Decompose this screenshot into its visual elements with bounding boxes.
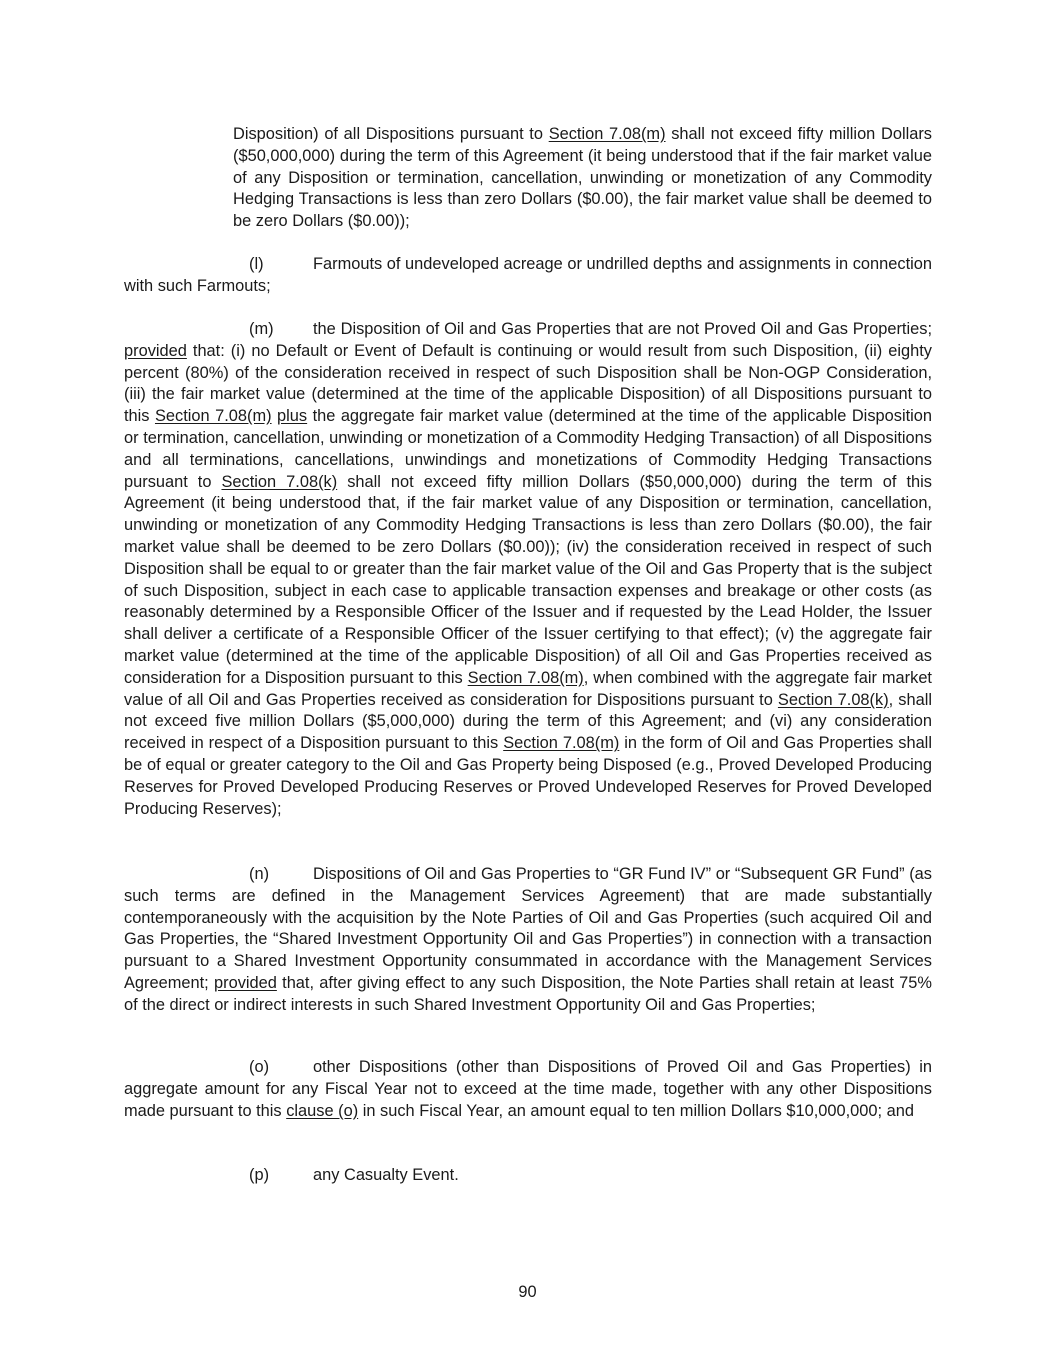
- cross-reference: provided: [124, 341, 187, 360]
- cross-reference: Section 7.08(k): [221, 472, 338, 491]
- clause-m: [124, 319, 932, 820]
- clause-text: the Disposition of Oil and Gas Properties that are not Proved Oil and Gas Properties; provided that: (i) no Default or Event of Default is continuing or would result from such Disposition, (ii) eighty percent (80%) of the consideration received in respect of such Disposition shall be Non-OGP Consideration, (iii) the fair market value (determined at the time of the applicable Disposition) of all Dispositions pursuant to this Section 7.08(m) plus the aggregate fair market value (determined at the time of the applicable Disposition or termination, cancellation, unwinding or monetization of a Commodity Hedging Transaction) of all Dispositions and all terminations, cancellations, unwindings and monetizations of Commodity Hedging Transactions pursuant to Section 7.08(k) shall not exceed fifty million Dollars ($50,000,000) during the term of this Agreement (it being understood that, if the fair market value of any Disposition or termination, cancellation, unwinding or monetization of any Commodity Hedging Transactions is less than zero Dollars ($0.00), the fair market value shall be deemed to be zero Dollars ($0.00)); (iv) the consideration received in respect of such Disposition shall be equal to or greater than the fair market value of the Oil and Gas Property that is the subject of such Disposition, subject in each case to applicable transaction expenses and breakage or other costs (as reasonably determined by a Responsible Officer of the Issuer and if requested by the Lead Holder, the Issuer shall deliver a certificate of a Responsible Officer of the Issuer certifying to that effect); (v) the aggregate fair market value (determined at the time of the applicable Disposition) of all Oil and Gas Properties received as consideration for a Disposition pursuant to this Section 7.08(m), when combined with the aggregate fair market value of all Oil and Gas Properties received as consideration for Dispositions pursuant to Section 7.08(k), shall not exceed five million Dollars ($5,000,000) during the term of this Agreement; and (vi) any consideration received in respect of a Disposition pursuant to this Section 7.08(m) in the form of Oil and Gas Properties shall be of equal or greater category to the Oil and Gas Property being Disposed (e.g., Proved Developed Producing Reserves for Proved Developed Producing Reserves or Proved Undeveloped Reserves for Proved Developed Producing Reserves);: [124, 320, 933, 818]
- clause-l: [124, 254, 932, 298]
- cross-reference: Section 7.08(m): [467, 668, 584, 687]
- page-number: 90: [518, 1283, 537, 1301]
- cross-reference: plus: [277, 407, 308, 426]
- cross-reference: Section 7.08(m): [154, 407, 272, 426]
- clause-label: (n): [249, 865, 270, 883]
- clause-o: [124, 1057, 932, 1122]
- paragraph-continuation: [233, 124, 932, 233]
- clause-label: (m): [249, 320, 274, 338]
- clause-n: [124, 864, 932, 1017]
- clause-label: (o): [249, 1058, 270, 1076]
- clause-text: Farmouts of undeveloped acreage or undrilled depths and assignments in connection with such Farmouts;: [124, 255, 932, 295]
- clause-p: [124, 1165, 932, 1187]
- clause-text: any Casualty Event.: [313, 1166, 459, 1184]
- paragraph-text: Disposition) of all Dispositions pursuant to Section 7.08(m) shall not exceed fifty million Dollars ($50,000,000) during the term of this Agreement (it being understood that if the fair market value of any Disposition or termination, cancellation, unwinding or monetization of any Commodity Hedging Transactions is less than zero Dollars ($0.00), the fair market value shall be deemed to be zero Dollars ($0.00));: [233, 125, 932, 231]
- clause-text: other Dispositions (other than Dispositions of Proved Oil and Gas Properties) in aggregate amount for any Fiscal Year not to exceed at the time made, together with any other Dispositions made pursuant to this clause (o) in such Fiscal Year, an amount equal to ten million Dollars $10,000,000; and: [124, 1058, 932, 1120]
- cross-reference: Section 7.08(m): [548, 125, 666, 143]
- cross-reference: Section 7.08(k): [777, 690, 889, 709]
- clause-label: (p): [249, 1166, 270, 1184]
- cross-reference: Section 7.08(m): [503, 734, 620, 753]
- cross-reference: clause (o): [286, 1101, 359, 1120]
- cross-reference: provided: [214, 973, 277, 992]
- clause-text: Dispositions of Oil and Gas Properties to “GR Fund IV” or “Subsequent GR Fund” (as such terms are defined in the Management Services Agreement) that are made substantially contemporaneously with the acquisition by the Note Parties of Oil and Gas Properties (such acquired Oil and Gas Properties, the “Shared Investment Opportunity Oil and Gas Properties”) in connection with a transaction pursuant to a Shared Investment Opportunity consummated in accordance with the Management Services Agreement; provided that, after giving effect to any such Disposition, the Note Parties shall retain at least 75% of the direct or indirect interests in such Shared Investment Opportunity Oil and Gas Properties;: [124, 865, 932, 1014]
- clause-label: (l): [249, 255, 264, 273]
